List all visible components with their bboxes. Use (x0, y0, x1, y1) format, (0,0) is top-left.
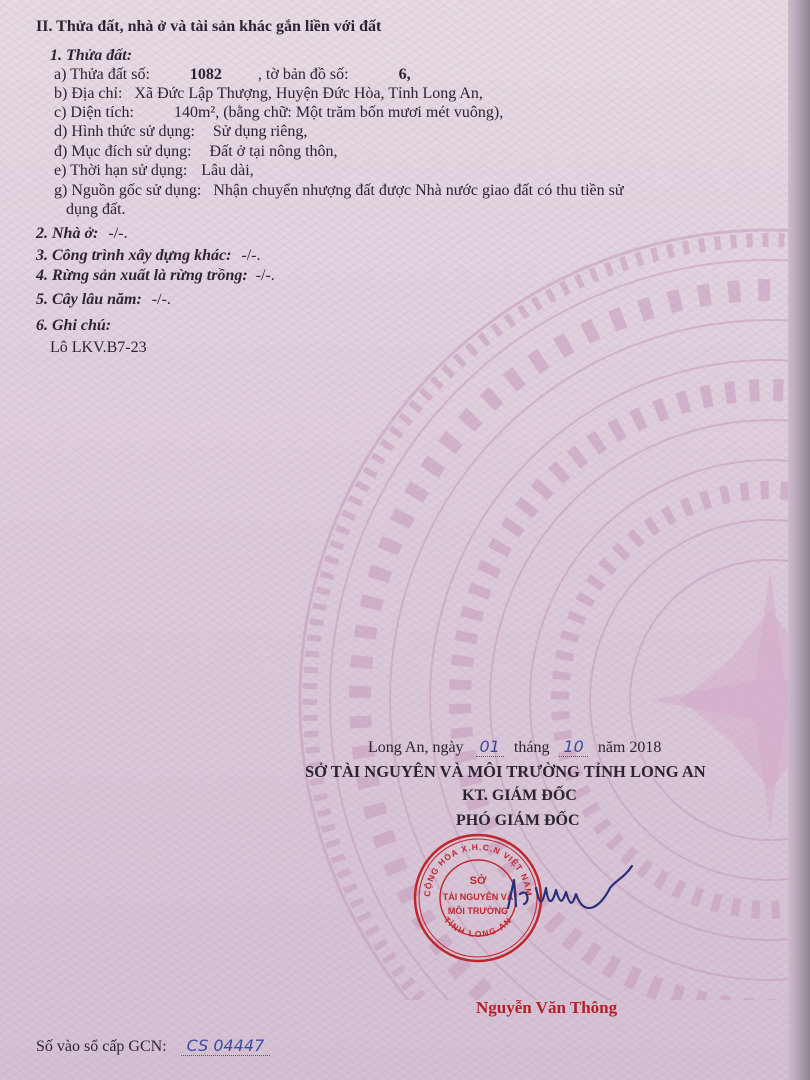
place-date-prefix: Long An, ngày (368, 739, 464, 756)
map-sheet-value: 6, (398, 66, 411, 83)
notes-value: Lô LKV.B7-23 (50, 339, 147, 356)
other-construction-row (36, 246, 261, 266)
signer-name: Nguyễn Văn Thông (476, 998, 618, 1017)
forest-row (36, 266, 275, 286)
seal-top-text: CỘNG HÒA X.H.C.N VIỆT NAM (421, 841, 535, 898)
house-label: 2. Nhà ở: (36, 225, 99, 242)
sign-day: 01 (476, 737, 504, 757)
address-label: b) Địa chỉ: (54, 85, 123, 102)
seal-bottom-text: TỈNH LONG AN (441, 914, 515, 939)
seal-center-3: MÔI TRƯỜNG (447, 906, 509, 916)
notes-label: 6. Ghi chú: (36, 317, 112, 334)
perennial-row (36, 290, 171, 310)
area-label: c) Diện tích: (54, 104, 134, 121)
registry-value: CS 04447 (181, 1036, 271, 1056)
usage-term-row (54, 161, 254, 181)
address-row (54, 84, 483, 104)
forest-label: 4. Rừng sản xuất là rừng trồng: (36, 267, 248, 284)
usage-purpose-value: Đất ở tại nông thôn, (209, 143, 338, 160)
handwritten-signature (500, 858, 650, 938)
section-title: II. Thửa đất, nhà ở và tài sản khác gắn liền với đất (36, 18, 382, 35)
usage-purpose-label: đ) Mục đích sử dụng: (54, 143, 192, 160)
house-row (36, 224, 127, 244)
land-number-row (54, 65, 411, 85)
usage-origin-continuation: dụng đất. (66, 201, 126, 218)
area-row (54, 103, 503, 123)
seal-center-1: SỞ (469, 875, 487, 887)
usage-origin-label: g) Nguồn gốc sử dụng: (54, 182, 202, 199)
year-label: năm 2018 (597, 739, 662, 756)
perennial-value: -/-. (151, 291, 171, 308)
other-construction-label: 3. Công trình xây dựng khác: (36, 247, 232, 264)
other-construction-value: -/-. (241, 247, 261, 264)
usage-purpose-row (54, 142, 338, 162)
land-number-label: a) Thửa đất số: (54, 66, 150, 83)
registry-label: Số vào sổ cấp GCN: (36, 1038, 167, 1055)
usage-form-row (54, 122, 307, 142)
land-number-value: 1082 (189, 66, 222, 83)
land-heading: 1. Thửa đất: (50, 47, 133, 64)
signer-role-1: KT. GIÁM ĐỐC (462, 787, 577, 804)
usage-form-value: Sử dụng riêng, (212, 123, 308, 140)
issuing-agency: SỞ TÀI NGUYÊN VÀ MÔI TRƯỜNG TỈNH LONG AN (305, 762, 706, 781)
registry-row (36, 1036, 270, 1057)
usage-origin-value: Nhận chuyển nhượng đất được Nhà nước giao đất có thu tiền sử (213, 182, 624, 199)
sign-month: 10 (559, 737, 587, 757)
adjacent-page-edge (788, 0, 810, 1080)
signer-role-2: PHÓ GIÁM ĐỐC (456, 812, 580, 829)
address-value: Xã Đức Lập Thượng, Huyện Đức Hòa, Tỉnh Long An, (134, 85, 483, 102)
map-sheet-label: , tờ bản đồ số: (257, 66, 349, 83)
month-label: tháng (513, 739, 550, 756)
seal-center-2: TÀI NGUYÊN VÀ (442, 892, 514, 902)
perennial-label: 5. Cây lâu năm: (36, 291, 142, 308)
usage-term-value: Lâu dài, (201, 162, 254, 179)
area-value: 140m², (bằng chữ: Một trăm bốn mươi mét vuông), (173, 104, 504, 121)
usage-origin-row (54, 181, 624, 201)
usage-term-label: e) Thời hạn sử dụng: (54, 162, 188, 179)
usage-form-label: d) Hình thức sử dụng: (54, 123, 195, 140)
place-date (368, 737, 661, 758)
forest-value: -/-. (255, 267, 275, 284)
house-value: -/-. (108, 225, 128, 242)
